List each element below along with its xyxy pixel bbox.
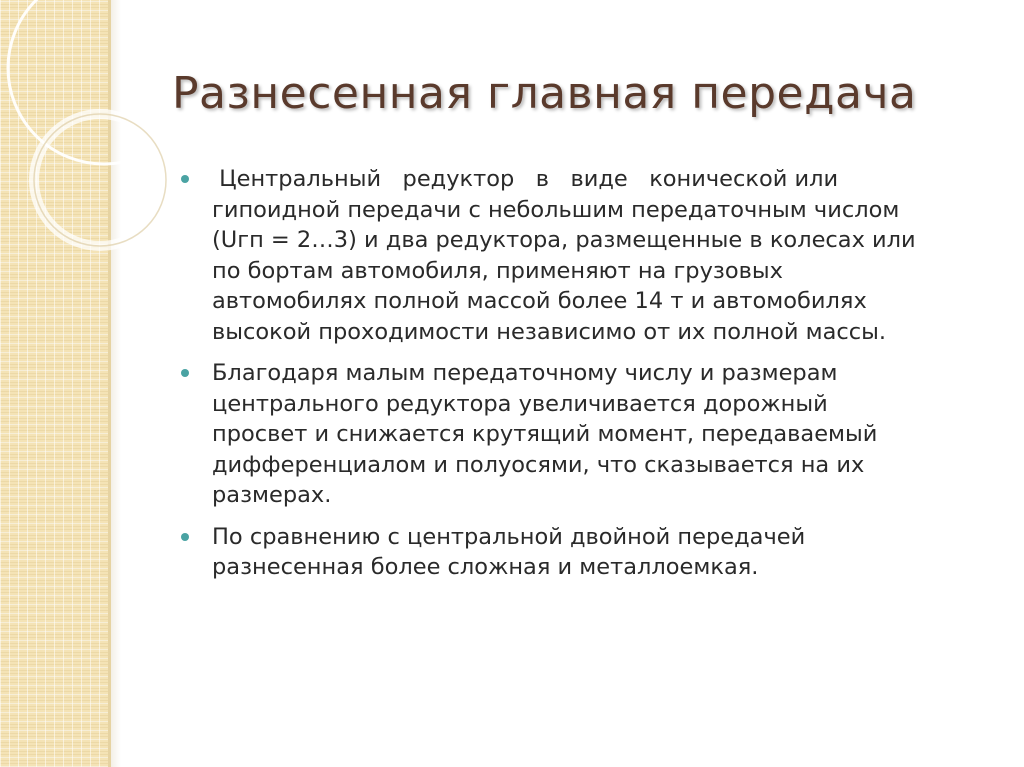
bullet-line: дифференциалом и полуосями, что сказывается на их xyxy=(212,451,865,478)
bullet-line: по бортам автомобиля, применяют на грузовых xyxy=(212,257,783,284)
bullet-item xyxy=(180,358,1000,511)
bullet-line: разнесенная более сложная и металлоемкая. xyxy=(212,554,759,580)
bullet-line: высокой проходимости независимо от их полной массы. xyxy=(212,318,887,345)
bullet-line: гипоидной передачи с небольшим передаточным числом xyxy=(212,196,900,223)
bullet-line: просвет и снижается крутящий момент, передаваемый xyxy=(212,421,878,447)
bullet-line: Благодаря малым передаточному числу и размерам xyxy=(212,360,838,386)
bullet-item xyxy=(180,164,1000,347)
decorative-circle-small-inner xyxy=(34,114,166,246)
bullet-line: (Uгп = 2…3) и два редуктора, размещенные в колесах или xyxy=(212,227,916,253)
bullet-line: размерах. xyxy=(212,482,332,508)
bullet-line: автомобилях полной массой более 14 т и автомобилях xyxy=(212,288,867,314)
decorative-circles xyxy=(0,0,200,260)
bullet-dot-icon xyxy=(181,175,189,183)
slide-title: Разнесенная главная передача xyxy=(172,68,917,119)
bullet-line: По сравнению с центральной двойной передачей xyxy=(212,523,806,550)
bullet-item xyxy=(180,522,1000,583)
bullet-line: центрального редуктора увеличивается дорожный xyxy=(212,390,828,417)
bullet-line: Центральный редуктор в виде конической или xyxy=(212,166,839,192)
bullet-list xyxy=(180,164,1000,594)
bullet-dot-icon xyxy=(181,369,189,377)
bullet-dot-icon xyxy=(181,533,189,541)
